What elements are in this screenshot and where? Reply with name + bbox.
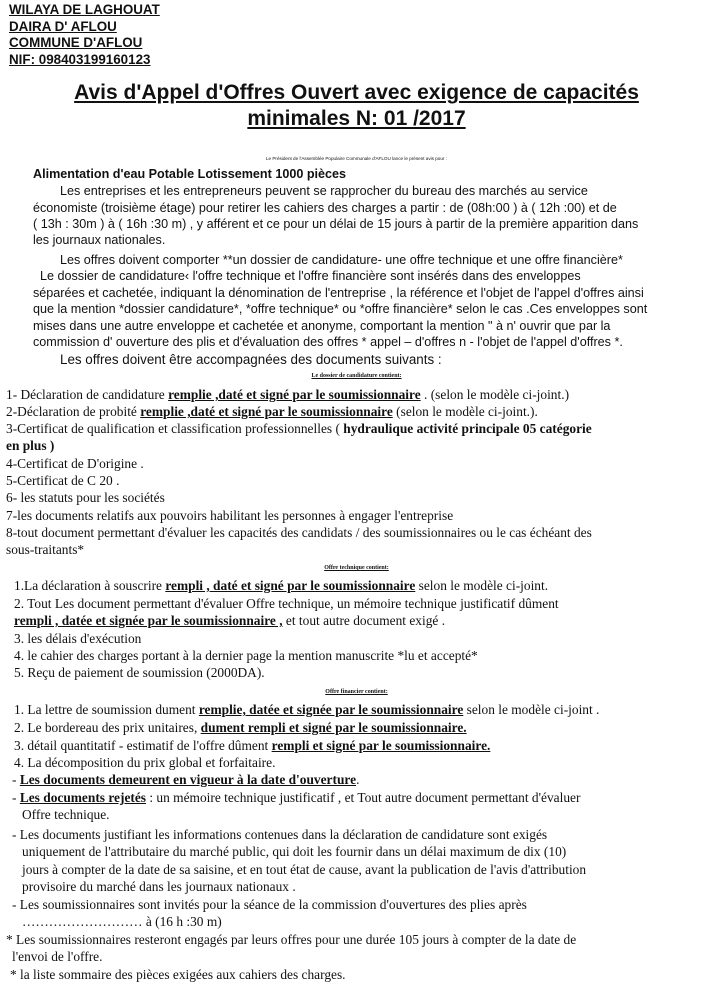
candidature-item-5: 5-Certificat de C 20 . <box>6 473 120 488</box>
wilaya-line: WILAYA DE LAGHOUAT <box>9 2 160 17</box>
note-3-line1: - Les documents justifiant les informations contenues dans la déclaration de candidature sont exigés <box>12 827 548 842</box>
note-5-line1: * Les soumissionnaires resteront engagés par leurs offres pour une durée 105 jours à compter de la date de <box>6 932 577 947</box>
nif-line: NIF: 098403199160123 <box>9 51 151 67</box>
commune-line: COMMUNE D'AFLOU <box>9 35 143 51</box>
candidature-item-7: 7-les documents relatifs aux pouvoirs habilitant les personnes à engager l'entreprise <box>6 508 454 523</box>
candidature-item-2-emphasis: remplie ,daté et signé par le soumissionnaire <box>140 404 393 419</box>
intro-p4: Les offres doivent être accompagnées des documents suivants : <box>60 352 442 367</box>
note-2-suffix: : un mémoire technique justificatif , et Tout autre document permettant d'évaluer <box>146 790 581 805</box>
intro-p3-line5: commission d' ouverture des plis et d'évaluation des offres * appel – d'offres n - l'objet de l'appel d'offres *. <box>33 335 623 349</box>
note-2-dash: - <box>12 790 20 805</box>
financier-item-2 <box>14 719 467 736</box>
technique-item-1-emphasis: rempli , daté et signé par le soumissionnaire <box>165 578 416 593</box>
note-1-emphasis: Les documents demeurent en vigueur à la date d'ouverture <box>19 772 357 787</box>
title-line-2: minimales N: 01 /2017 <box>247 107 466 130</box>
candidature-item-3 <box>6 420 592 437</box>
financier-item-2-emphasis: dument rempli et signé par le soumissionnaire. <box>200 720 467 735</box>
financier-item-1-emphasis: remplie, datée et signée par le soumissionnaire <box>198 702 464 717</box>
financier-item-3-text: 3. détail quantitatif - estimatif de l'offre dûment <box>14 738 272 753</box>
candidature-item-3-emphasis: hydraulique activité principale 05 catégorie <box>343 421 592 436</box>
candidature-item-8-line1: 8-tout document permettant d'évaluer les capacités des candidats / des soumissionnaires ou le cas échéant des <box>6 525 592 540</box>
candidature-item-3-text: 3-Certificat de qualification et classification professionnelles ( <box>6 421 344 436</box>
intro-p3-line3: que la mention *dossier candidature*, *offre technique* ou *offre financière* selon le cas .Ces enveloppes sont <box>33 302 648 316</box>
intro-object: Alimentation d'eau Potable Lotissement 1000 pièces <box>33 167 347 181</box>
financier-item-4: 4. La décomposition du prix global et forfaitaire. <box>14 755 276 770</box>
technique-item-2-suffix: et tout autre document exigé . <box>282 613 446 628</box>
financier-heading: Offre financier contient: <box>325 689 388 695</box>
intro-p2: Les offres doivent comporter **un dossier de candidature- une offre technique et une offre financière* <box>60 253 623 267</box>
intro-p3-line2: séparées et cachetée, indiquant la dénomination de l'entreprise , la référence et l'objet de l'appel d'offres ainsi <box>33 286 644 300</box>
candidature-item-4: 4-Certificat de D'origine . <box>6 456 144 471</box>
note-1-suffix: . <box>356 772 360 787</box>
technique-item-1-text: 1.La déclaration à souscrire <box>14 578 166 593</box>
candidature-item-2-suffix: (selon le modèle ci-joint.). <box>392 404 538 419</box>
technique-item-2-emphasis: rempli , datée et signée par le soumissionnaire , <box>14 613 283 628</box>
candidature-item-6: 6- les statuts pour les sociétés <box>6 490 165 505</box>
financier-item-2-text: 2. Le bordereau des prix unitaires, <box>14 720 201 735</box>
candidature-item-2 <box>6 403 538 420</box>
issuer-header <box>9 2 160 68</box>
financier-item-1-suffix: selon le modèle ci-joint . <box>463 702 600 717</box>
candidature-item-1-emphasis: remplie ,daté et signé par le soumissionnaire <box>168 387 421 402</box>
technique-item-1 <box>14 577 548 594</box>
intro-p1-line4: les journaux nationales. <box>33 233 166 247</box>
technique-item-2-line1: 2. Tout Les document permettant d'évaluer Offre technique, un mémoire technique justificatif dûment <box>14 596 559 611</box>
intro-p1-line1: Les entreprises et les entrepreneurs peuvent se rapprocher du bureau des marchés au service <box>60 184 588 198</box>
daira-line: DAIRA D' AFLOU <box>9 18 117 34</box>
financier-item-1-text: 1. La lettre de soumission dument <box>14 702 199 717</box>
technique-heading: Offre technique contient: <box>324 565 389 571</box>
candidature-item-1-suffix: . (selon le modèle ci-joint.) <box>420 387 570 402</box>
intro-p3-line1: Le dossier de candidature‹ l'offre technique et l'offre financière sont insérés dans des enveloppes <box>40 269 581 283</box>
technique-item-5: 5. Reçu de paiement de soumission (2000DA). <box>14 665 265 680</box>
note-6: * la liste sommaire des pièces exigées aux cahiers des charges. <box>10 967 346 982</box>
candidature-item-1 <box>6 386 569 403</box>
note-3-line4: provisoire du marché dans les journaux nationaux . <box>22 879 296 894</box>
note-1-dash: - <box>12 772 20 787</box>
intro-p3-line4: mises dans une autre enveloppe et cachetée et anonyme, comportant la mention " à n' ouvrir que par la <box>33 319 611 333</box>
technique-item-3: 3. les délais d'exécution <box>14 631 142 646</box>
note-2-emphasis: Les documents rejetés <box>19 790 147 805</box>
note-documents-rejected <box>12 789 580 806</box>
candidature-item-1-text: 1- Déclaration de candidature <box>6 387 169 402</box>
financier-item-1 <box>14 701 599 718</box>
note-3-line2: uniquement de l'attributaire du marché public, qui doit les fournir dans un délai maximum de dix (10) <box>22 844 567 859</box>
technique-item-1-suffix: selon le modèle ci-joint. <box>415 578 549 593</box>
candidature-item-2-text: 2-Déclaration de probité <box>6 404 141 419</box>
note-2-line2: Offre technique. <box>22 807 110 822</box>
intro-p1-line3: ( 13h : 30m ) à ( 16h :30 m) , y afférent et ce pour un délai de 15 jours à partir de la première apparition dans <box>33 217 639 231</box>
intro-lead: Le Président de l'Assemblée Populaire Communale d'AFLOU lance le présent avis pour : <box>265 156 447 161</box>
candidature-heading: Le dossier de candidature contient: <box>311 373 402 379</box>
note-5-line2: l'envoi de l'offre. <box>12 949 103 964</box>
financier-item-3 <box>14 737 490 754</box>
candidature-item-3-line2: en plus ) <box>6 438 55 453</box>
intro-p1-line2: économiste (troisième étage) pour retirer les cahiers des charges a partir : de (08h:00 ) à ( 12h :00) et de <box>33 201 617 215</box>
note-documents-valid <box>12 771 359 788</box>
technique-item-2-line2 <box>14 612 445 629</box>
title-line-1: Avis d'Appel d'Offres Ouvert avec exigence de capacités <box>74 81 639 104</box>
page-title <box>0 80 713 132</box>
technique-item-4: 4. le cahier des charges portant à la dernier page la mention manuscrite *lu et accepté* <box>14 648 478 663</box>
financier-item-3-emphasis: rempli et signé par le soumissionnaire. <box>271 738 491 753</box>
note-4-line2: ……………………… à (16 h :30 m) <box>22 914 222 929</box>
note-4-line1: - Les soumissionnaires sont invités pour la séance de la commission d'ouvertures des plies après <box>12 897 527 912</box>
note-3-line3: jours à compter de la date de sa saisine, et en tout état de cause, avant la publication de l'avis d'attribution <box>22 862 587 877</box>
candidature-item-8-line2: sous-traitants* <box>6 542 85 557</box>
